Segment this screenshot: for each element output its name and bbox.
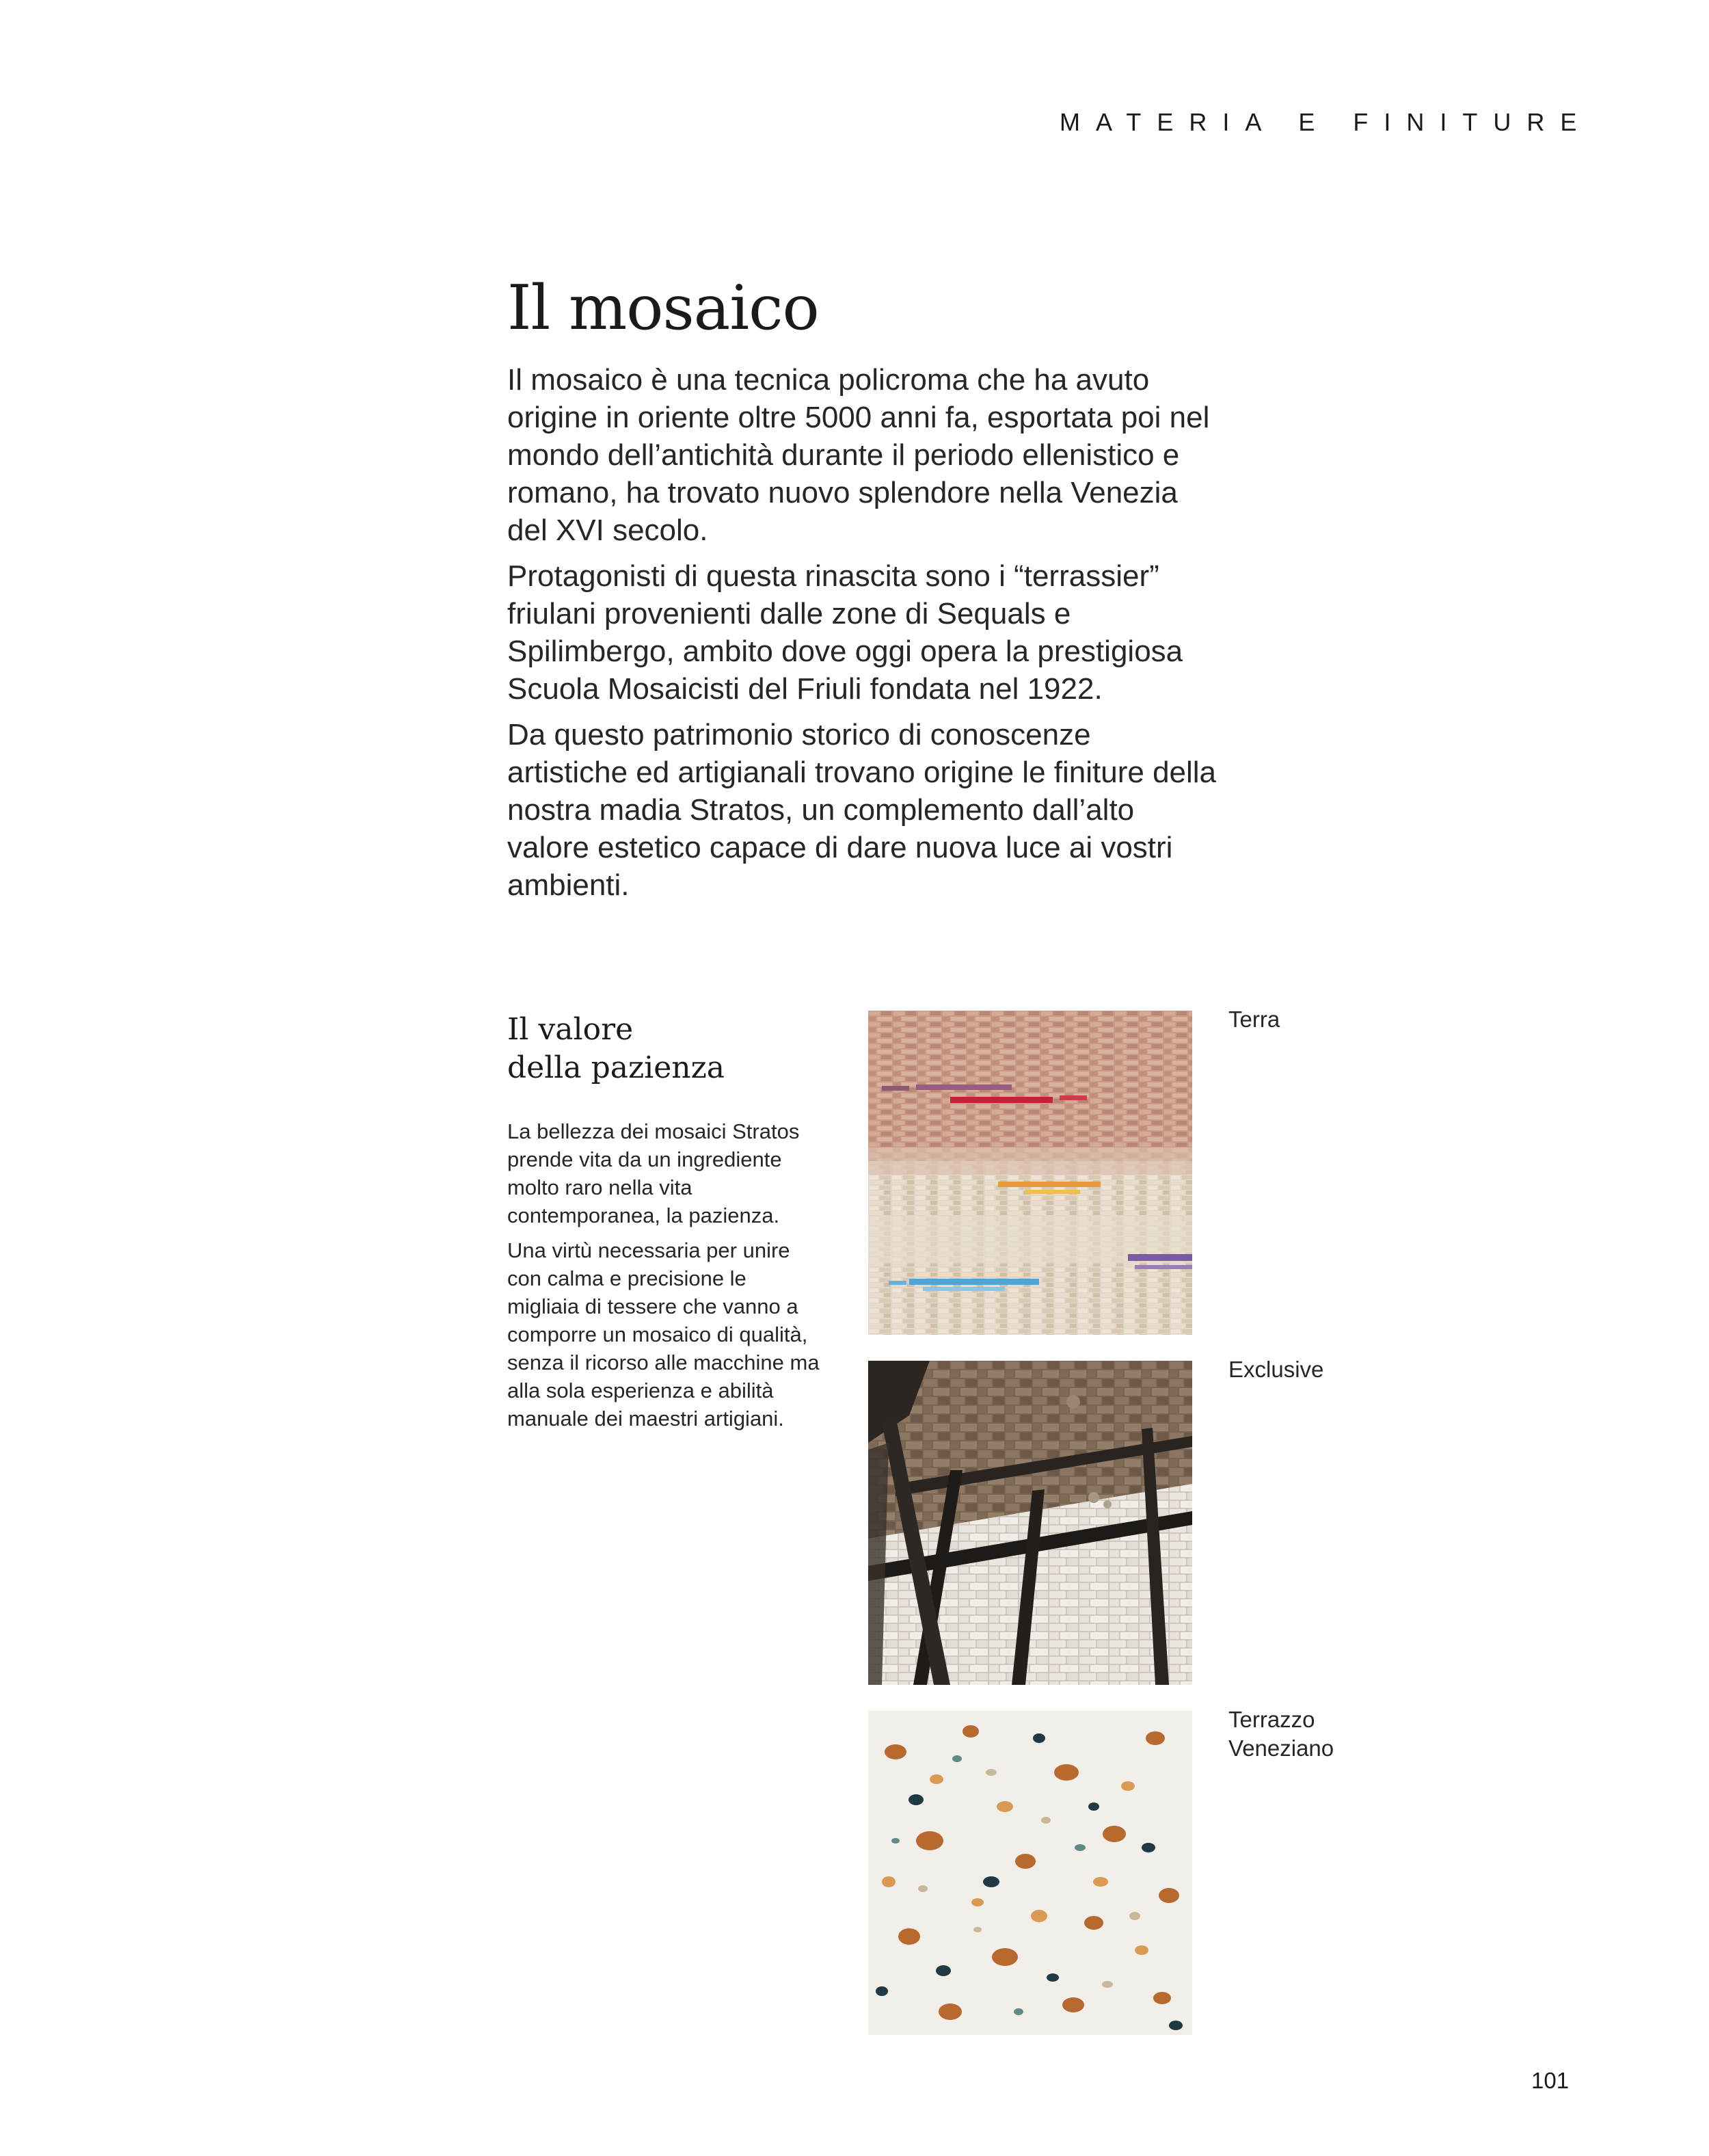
intro-paragraph: Protagonisti di questa rinascita sono i “terrassier” friulani provenienti dalle zone di Sequals e Spilimbergo, ambito dove oggi opera la prestigiosa Scuola Mosaicisti del Friuli fondata nel 1922. — [507, 559, 1183, 706]
subtitle-line: della pazienza — [507, 1050, 725, 1085]
section-label: MATERIA E FINITURE — [1060, 108, 1593, 136]
sidebar-paragraph: La bellezza dei mosaici Stratos prende vita da un ingrediente molto raro nella vita contemporanea, la pazienza. — [507, 1119, 800, 1227]
terrazzo-veneziano-image — [868, 1711, 1192, 2035]
page-title: Il mosaico — [507, 272, 819, 344]
intro-paragraph: Il mosaico è una tecnica policroma che ha avuto origine in oriente oltre 5000 anni fa, esportata poi nel mondo dell’antichità durante il periodo ellenistico e romano, ha trovato nuovo splendore nella Venezia del XVI secolo. — [507, 363, 1210, 547]
swatch-label-exclusive: Exclusive — [1228, 1357, 1324, 1382]
sidebar-paragraph: Una virtù necessaria per unire con calma e precisione le migliaia di tessere che vanno a comporre un mosaico di qualità, senza il ricorso alle macchine ma alla sola esperienza e abilità manuale dei maestri artigiani. — [507, 1238, 820, 1430]
intro-paragraph: Da questo patrimonio storico di conoscenze artistiche ed artigianali trovano origine le finiture della nostra madia Stratos, un complemento dall’alto valore estetico capace di dare nuova luce ai vostri ambienti. — [507, 718, 1217, 902]
terra-mosaic-image — [868, 1011, 1192, 1335]
subtitle-line: Il valore — [507, 1012, 634, 1047]
swatch-label-line: Terrazzo — [1228, 1707, 1315, 1732]
sidebar-text — [507, 1117, 822, 1439]
swatch-label-line: Veneziano — [1228, 1735, 1334, 1761]
swatch-label-terrazzo-veneziano — [1228, 1705, 1434, 1763]
swatch-label-terra: Terra — [1228, 1007, 1280, 1032]
intro-text — [507, 361, 1218, 912]
page-number: 101 — [1531, 2068, 1570, 2093]
section-subtitle — [507, 1011, 725, 1087]
exclusive-mosaic-image — [868, 1361, 1192, 1685]
